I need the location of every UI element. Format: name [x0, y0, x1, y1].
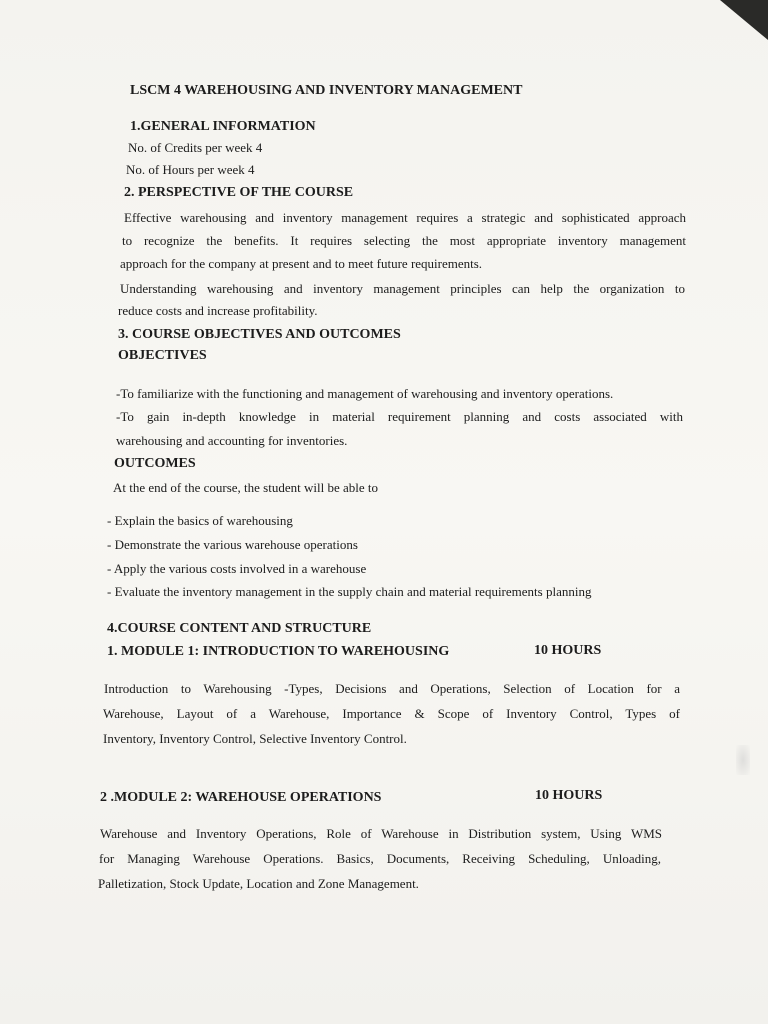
hours-line: No. of Hours per week 4	[126, 162, 255, 177]
perspective-para1-line3: approach for the company at present and to meet future requirements.	[120, 256, 483, 271]
objective-1: -To familiarize with the functioning and management of warehousing and inventory operations.	[116, 386, 614, 401]
module-1-hours: 10 HOURS	[534, 643, 602, 658]
objectives-outcomes-heading: 3. COURSE OBJECTIVES AND OUTCOMES	[118, 327, 401, 342]
general-info-heading: 1.GENERAL INFORMATION	[130, 119, 316, 134]
objective-2-line1: -To gain in-depth knowledge in material requirement planning and costs associated with	[116, 409, 683, 424]
outcome-3: - Apply the various costs involved in a warehouse	[107, 561, 367, 576]
module-1-line3: Inventory, Inventory Control, Selective Inventory Control.	[103, 731, 407, 746]
outcome-2: - Demonstrate the various warehouse operations	[107, 537, 358, 552]
objective-2-line2: warehousing and accounting for inventories.	[116, 433, 348, 448]
module-2-line2: for Managing Warehouse Operations. Basics, Documents, Receiving Scheduling, Unloading,	[99, 851, 661, 866]
module-2-line1: Warehouse and Inventory Operations, Role of Warehouse in Distribution system, Using WMS	[100, 826, 662, 841]
course-title: LSCM 4 WAREHOUSING AND INVENTORY MANAGEMENT	[130, 83, 523, 98]
outcomes-intro: At the end of the course, the student will be able to	[113, 480, 378, 495]
perspective-para1-line1: Effective warehousing and inventory management requires a strategic and sophisticated approach	[124, 210, 686, 225]
credits-line: No. of Credits per week 4	[128, 140, 263, 155]
perspective-para2-line1: Understanding warehousing and inventory management principles can help the organization to	[120, 281, 685, 296]
course-content-heading: 4.COURSE CONTENT AND STRUCTURE	[107, 621, 372, 636]
module-2-line3: Palletization, Stock Update, Location and Zone Management.	[98, 876, 419, 891]
outcomes-heading: OUTCOMES	[114, 456, 196, 471]
perspective-para2-line2: reduce costs and increase profitability.	[118, 303, 318, 318]
perspective-para1-line2: to recognize the benefits. It requires selecting the most appropriate inventory management	[122, 233, 686, 248]
module-1-title: 1. MODULE 1: INTRODUCTION TO WAREHOUSING	[107, 644, 450, 659]
module-1-line1: Introduction to Warehousing -Types, Decisions and Operations, Selection of Location for a	[104, 681, 680, 696]
objectives-heading: OBJECTIVES	[118, 348, 207, 363]
module-2-hours: 10 HOURS	[535, 788, 603, 803]
outcome-4: - Evaluate the inventory management in the supply chain and material requirements planning	[107, 584, 592, 599]
perspective-heading: 2. PERSPECTIVE OF THE COURSE	[124, 185, 354, 200]
module-2-title: 2 .MODULE 2: WAREHOUSE OPERATIONS	[100, 790, 382, 805]
outcome-1: - Explain the basics of warehousing	[107, 513, 293, 528]
module-1-line2: Warehouse, Layout of a Warehouse, Importance & Scope of Inventory Control, Types of	[103, 706, 680, 721]
